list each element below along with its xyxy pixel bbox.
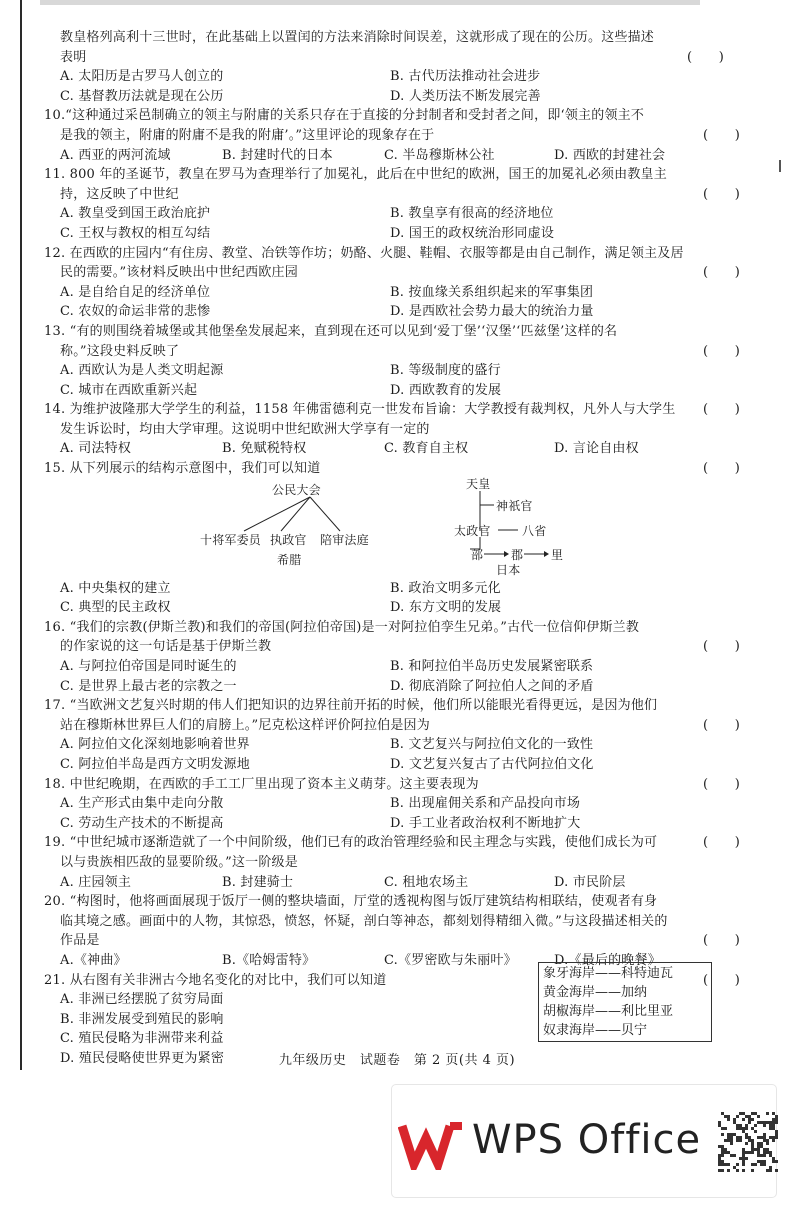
- answer-paren: ( ): [703, 717, 740, 733]
- option-b: B. 政治文明多元化: [390, 580, 501, 596]
- qr-module: [766, 1142, 769, 1145]
- qr-module: [733, 1166, 736, 1169]
- question-13: [44, 322, 740, 400]
- qr-module: [763, 1139, 766, 1142]
- question-16-text-2: 的作家说的这一句话是基于伊斯兰教: [60, 639, 272, 655]
- qr-module: [745, 1124, 748, 1127]
- question-list: [44, 28, 740, 1069]
- qr-module: [766, 1148, 769, 1151]
- option-d: D. 国王的政权统治形同虚设: [390, 225, 555, 241]
- qr-module: [754, 1130, 757, 1133]
- question-12-text-2: 民的需要。”该材料反映出中世纪西欧庄园: [60, 265, 298, 281]
- diagram-caption-greece: 希腊: [277, 552, 302, 567]
- option-a: A. 阿拉伯文化深刻地影响着世界: [60, 737, 250, 753]
- qr-module: [754, 1112, 757, 1115]
- qr-module: [721, 1154, 724, 1157]
- option-a: A.《神曲》: [60, 952, 127, 968]
- qr-module: [763, 1133, 766, 1136]
- question-16: [44, 618, 740, 696]
- qr-module: [745, 1136, 748, 1139]
- qr-module: [748, 1121, 751, 1124]
- qr-module: [769, 1121, 772, 1124]
- qr-module: [769, 1166, 772, 1169]
- options: [44, 657, 724, 696]
- qr-module: [763, 1136, 766, 1139]
- qr-module: [736, 1124, 739, 1127]
- option-b: B. 古代历法推动社会进步: [390, 69, 541, 85]
- qr-module: [775, 1121, 778, 1124]
- qr-module: [742, 1160, 745, 1163]
- question-20-text: 20. “构图时，他将画面展现于饭厅一侧的整块墙面，厅堂的透视构图与饭厅建筑结构相联结，使观者有身: [44, 894, 658, 910]
- qr-module: [742, 1154, 745, 1157]
- qr-module: [745, 1142, 748, 1145]
- qr-module: [772, 1121, 775, 1124]
- qr-module: [775, 1160, 778, 1163]
- question-19-text-2: 以与贵族相匹敌的显要阶级。”这一阶级是: [60, 854, 298, 870]
- qr-module: [724, 1139, 727, 1142]
- diagram-label-court: 陪审法庭: [320, 532, 369, 547]
- question-14-text: 14. 为维护波隆那大学学生的利益，1158 年佛雷德利克一世发布旨谕：大学教授有裁判权，凡外人与大学生: [44, 402, 676, 418]
- qr-module: [772, 1139, 775, 1142]
- question-12-text: 12. 在西欧的庄园内“有住房、教堂、冶铁等作坊；奶酪、火腿、鞋帽、衣服等都是由自己制作，满足领主及居: [44, 245, 684, 261]
- qr-module: [739, 1139, 742, 1142]
- qr-module: [751, 1142, 754, 1145]
- qr-module: [718, 1163, 721, 1166]
- options: [44, 794, 724, 833]
- qr-module: [730, 1154, 733, 1157]
- option-d: D. 殖民侵略使世界更为紧密: [60, 1050, 225, 1066]
- qr-module: [772, 1157, 775, 1160]
- option-a: A. 庄园领主: [60, 874, 132, 890]
- answer-paren: ( ): [703, 461, 740, 477]
- question-19: [44, 833, 740, 892]
- qr-module: [721, 1112, 724, 1115]
- qr-module: [724, 1148, 727, 1151]
- option-d: D. 彻底消除了阿拉伯人之间的矛盾: [390, 678, 594, 694]
- qr-module: [772, 1118, 775, 1121]
- option-c: C. 阿拉伯半岛是西方文明发源地: [60, 757, 250, 772]
- question-13-text: 13. “有的则围绕着城堡或其他堡垒发展起来，直到现在还可以见到‘爱丁堡’‘汉堡’‘匹兹堡’这样的名: [44, 323, 618, 339]
- options: [44, 735, 724, 774]
- answer-paren: ( ): [703, 639, 740, 655]
- options: [44, 146, 724, 166]
- qr-module: [736, 1127, 739, 1130]
- qr-module: [718, 1121, 721, 1124]
- option-b: B. 封建骑士: [222, 874, 294, 890]
- answer-paren: ( ): [703, 265, 740, 281]
- question-9: [60, 28, 724, 106]
- option-a: A. 是自给自足的经济单位: [60, 284, 211, 300]
- option-c: C. 城市在西欧重新兴起: [60, 382, 198, 398]
- qr-module: [751, 1151, 754, 1154]
- qr-module: [727, 1133, 730, 1136]
- diagram-label-jingikan: 神祇官: [496, 498, 533, 513]
- question-20-text-3: 作品是: [60, 933, 100, 949]
- place-name-box: [538, 962, 712, 1042]
- qr-module: [721, 1133, 724, 1136]
- answer-paren: ( ): [703, 186, 740, 202]
- qr-module: [745, 1151, 748, 1154]
- option-a: A. 教皇受到国王政治庇护: [60, 206, 211, 222]
- qr-module: [769, 1127, 772, 1130]
- qr-module: [745, 1115, 748, 1118]
- qr-module: [721, 1127, 724, 1130]
- option-d: D. 东方文明的发展: [390, 600, 502, 616]
- qr-module: [757, 1160, 760, 1163]
- qr-module: [757, 1136, 760, 1139]
- qr-module: [772, 1127, 775, 1130]
- qr-module: [718, 1145, 721, 1148]
- qr-module: [763, 1154, 766, 1157]
- answer-paren: ( ): [703, 835, 740, 851]
- qr-module: [757, 1121, 760, 1124]
- options: [60, 67, 724, 106]
- qr-module: [724, 1115, 727, 1118]
- option-c: C. 是世界上最古老的宗教之一: [60, 678, 237, 694]
- diagram-label-county: 郡: [511, 547, 524, 562]
- option-d: D. 西欧教育的发展: [390, 382, 502, 398]
- qr-module: [775, 1136, 778, 1139]
- question-10-text: 10.“这种通过采邑制确立的领主与附庸的关系只存在于直接的分封制者和受封者之间，即‘领主的领主不: [44, 108, 645, 124]
- wps-brand-text: WPS Office: [472, 1117, 702, 1163]
- question-11-text-2: 持，这反映了中世纪: [60, 186, 179, 202]
- option-b: B. 教皇享有很高的经济地位: [390, 206, 554, 222]
- qr-module: [721, 1148, 724, 1151]
- qr-module: [742, 1148, 745, 1151]
- diagram-label-province: 部: [471, 547, 484, 562]
- answer-paren: ( ): [703, 776, 740, 792]
- qr-module: [769, 1154, 772, 1157]
- question-15-text: 15. 从下列展示的结构示意图中，我们可以知道: [44, 461, 321, 477]
- qr-module: [721, 1160, 724, 1163]
- qr-module: [718, 1160, 721, 1163]
- qr-module: [742, 1127, 745, 1130]
- qr-module: [769, 1124, 772, 1127]
- qr-module: [757, 1154, 760, 1157]
- option-d: D. 是西欧社会势力最大的统治力量: [390, 304, 594, 320]
- option-b: B. 免赋税特权: [222, 441, 307, 457]
- diagram-label-dajokan: 太政官: [454, 523, 491, 538]
- diagram-label-eight-ministries: 八省: [522, 523, 547, 538]
- qr-module: [736, 1169, 739, 1172]
- diagram-caption-japan: 日本: [496, 562, 521, 577]
- qr-module: [727, 1115, 730, 1118]
- qr-module: [751, 1127, 754, 1130]
- option-d: D.《最后的晚餐》: [554, 952, 661, 968]
- diagram-label-archon: 执政官: [270, 532, 307, 547]
- qr-module: [769, 1151, 772, 1154]
- answer-paren: ( ): [703, 127, 740, 143]
- qr-module: [757, 1142, 760, 1145]
- qr-module: [775, 1133, 778, 1136]
- option-d: D. 市民阶层: [554, 874, 626, 890]
- question-17-text-2: 站在穆斯林世界巨人们的肩膀上。”尼克松这样评价阿拉伯是因为: [60, 717, 430, 733]
- qr-module: [748, 1136, 751, 1139]
- qr-module: [718, 1154, 721, 1157]
- qr-module: [727, 1169, 730, 1172]
- qr-module: [751, 1118, 754, 1121]
- qr-module: [754, 1124, 757, 1127]
- qr-module: [766, 1139, 769, 1142]
- option-a: A. 非洲已经摆脱了贫穷局面: [60, 992, 224, 1008]
- qr-module: [763, 1124, 766, 1127]
- qr-module: [739, 1124, 742, 1127]
- option-c: C. 教育自主权: [384, 441, 469, 457]
- option-a: A. 司法特权: [60, 441, 132, 457]
- diagram-label-emperor: 天皇: [466, 476, 491, 491]
- question-13-text-2: 称。”这段史料反映了: [60, 343, 180, 359]
- options: [44, 283, 724, 322]
- qr-module: [763, 1151, 766, 1154]
- option-d: D. 文艺复兴复古了古代阿拉伯文化: [390, 757, 594, 772]
- qr-module: [751, 1169, 754, 1172]
- qr-module: [748, 1139, 751, 1142]
- qr-module: [766, 1121, 769, 1124]
- qr-code-icon: [718, 1112, 778, 1172]
- qr-module: [763, 1148, 766, 1151]
- qr-module: [739, 1157, 742, 1160]
- question-10: [44, 106, 740, 165]
- qr-module: [760, 1121, 763, 1124]
- question-16-text: 16. “我们的宗教(伊斯兰教)和我们的帝国(阿拉伯帝国)是一对阿拉伯孪生兄弟。”古代一位信仰伊斯兰教: [44, 619, 640, 635]
- place-name-row: 黄金海岸——加纳: [543, 985, 648, 1000]
- qr-module: [745, 1127, 748, 1130]
- options: [44, 361, 724, 400]
- option-b: B. 非洲发展受到殖民的影响: [60, 1011, 224, 1027]
- qr-module: [775, 1130, 778, 1133]
- qr-module: [748, 1118, 751, 1121]
- qr-module: [772, 1124, 775, 1127]
- option-c: C. 典型的民主政权: [60, 600, 171, 616]
- question-14-text-2: 发生诉讼时，均由大学审理。这说明中世纪欧洲大学享有一定的: [60, 421, 430, 437]
- option-b: B. 按血缘关系组织起来的军事集团: [390, 284, 594, 300]
- option-d: D. 人类历法不断发展完善: [390, 88, 541, 104]
- diagram-label-assembly: 公民大会: [272, 482, 321, 497]
- options: [44, 873, 724, 893]
- option-c: C. 基督教历法就是现在公历: [60, 88, 224, 104]
- option-b: B. 等级制度的盛行: [390, 363, 501, 379]
- qr-module: [763, 1121, 766, 1124]
- answer-paren: ( ): [703, 402, 740, 418]
- qr-module: [772, 1136, 775, 1139]
- option-a: A. 西亚的两河流域: [60, 147, 171, 163]
- question-11: [44, 165, 740, 243]
- option-a: A. 与阿拉伯帝国是同时诞生的: [60, 659, 237, 675]
- answer-paren: ( ): [703, 933, 740, 949]
- qr-module: [724, 1163, 727, 1166]
- qr-module: [733, 1121, 736, 1124]
- qr-module: [772, 1160, 775, 1163]
- question-21-text: 21. 从右图有关非洲古今地名变化的对比中，我们可以知道: [44, 972, 387, 988]
- qr-module: [751, 1112, 754, 1115]
- option-d: D. 手工业者政治权利不断地扩大: [390, 815, 581, 831]
- right-margin-mark: [779, 160, 781, 172]
- qr-module: [730, 1139, 733, 1142]
- qr-module: [724, 1151, 727, 1154]
- qr-module: [730, 1133, 733, 1136]
- qr-module: [718, 1157, 721, 1160]
- qr-module: [754, 1163, 757, 1166]
- question-12: [44, 244, 740, 322]
- qr-module: [742, 1169, 745, 1172]
- qr-module: [763, 1160, 766, 1163]
- question-9-text: 教皇格列高利十三世时，在此基础上以置闰的方法来消除时间误差，这就形成了现在的公历。这些描述: [60, 30, 655, 45]
- qr-module: [775, 1118, 778, 1121]
- option-b: B.《哈姆雷特》: [222, 952, 316, 968]
- qr-module: [742, 1151, 745, 1154]
- qr-module: [760, 1160, 763, 1163]
- left-margin-line: [20, 0, 22, 1070]
- place-name-row: 奴隶海岸——贝宁: [543, 1023, 648, 1038]
- option-c: C. 半岛穆斯林公社: [384, 147, 495, 163]
- option-b: B. 文艺复兴与阿拉伯文化的一致性: [390, 737, 594, 753]
- option-a: A. 西欧认为是人类文明起源: [60, 363, 224, 379]
- question-10-text-2: 是我的领主，附庸的附庸不是我的附庸’。”这里评论的现象存在于: [60, 127, 435, 143]
- qr-module: [760, 1154, 763, 1157]
- option-c: C. 殖民侵略为非洲带来利益: [60, 1031, 224, 1047]
- qr-module: [760, 1163, 763, 1166]
- qr-module: [766, 1151, 769, 1154]
- answer-paren: ( ): [687, 49, 724, 65]
- qr-module: [766, 1112, 769, 1115]
- option-a: A. 生产形式由集中走向分散: [60, 796, 224, 812]
- option-c: C. 王权与教权的相互勾结: [60, 225, 211, 241]
- qr-module: [736, 1139, 739, 1142]
- qr-module: [730, 1142, 733, 1145]
- qr-module: [721, 1145, 724, 1148]
- qr-module: [739, 1127, 742, 1130]
- qr-module: [763, 1163, 766, 1166]
- question-14: [44, 400, 740, 459]
- option-c: C.《罗密欧与朱丽叶》: [384, 952, 517, 968]
- qr-module: [730, 1136, 733, 1139]
- question-9-text-2: 表明: [60, 49, 87, 65]
- qr-module: [751, 1163, 754, 1166]
- option-d: D. 言论自由权: [554, 441, 639, 457]
- qr-module: [760, 1136, 763, 1139]
- qr-module: [718, 1169, 721, 1172]
- option-b: B. 出现雇佣关系和产品投向市场: [390, 796, 581, 812]
- option-b: B. 和阿拉伯半岛历史发展紧密联系: [390, 659, 594, 675]
- qr-module: [742, 1112, 745, 1115]
- option-d: D. 西欧的封建社会: [554, 147, 666, 163]
- qr-module: [742, 1157, 745, 1160]
- qr-module: [727, 1163, 730, 1166]
- question-15: [44, 459, 740, 618]
- page-footer: 九年级历史 试题卷 第 2 页(共 4 页): [278, 1053, 516, 1068]
- question-17-text: 17. “当欧洲文艺复兴时期的伟人们把知识的边界往前开拓的时候，他们所以能眼光看得更远，是因为他们: [44, 698, 658, 714]
- qr-module: [751, 1139, 754, 1142]
- diagram-lines: [44, 479, 724, 579]
- options: [44, 579, 724, 618]
- options: [44, 204, 724, 243]
- question-17: [44, 696, 740, 774]
- question-20: [44, 892, 740, 970]
- question-11-text: 11. 800 年的圣诞节，教皇在罗马为查理举行了加冕礼，此后在中世纪的欧洲，国王的加冕礼必须由教皇主: [44, 167, 667, 183]
- question-19-text: 19. “中世纪城市逐渐造就了一个中间阶级，他们已有的政治管理经验和民主理念与实践，使他们成长为可: [44, 835, 658, 851]
- qr-module: [775, 1115, 778, 1118]
- option-c: C. 租地农场主: [384, 874, 469, 890]
- qr-module: [727, 1118, 730, 1121]
- qr-module: [733, 1133, 736, 1136]
- qr-module: [736, 1115, 739, 1118]
- option-a: A. 中央集权的建立: [60, 580, 171, 596]
- qr-module: [757, 1145, 760, 1148]
- qr-module: [727, 1139, 730, 1142]
- qr-module: [727, 1151, 730, 1154]
- qr-module: [727, 1136, 730, 1139]
- qr-module: [742, 1163, 745, 1166]
- diagram-label-village: 里: [551, 547, 564, 562]
- structure-diagram: [44, 476, 724, 579]
- qr-module: [748, 1115, 751, 1118]
- wps-logo-icon: [398, 1120, 466, 1170]
- qr-module: [718, 1124, 721, 1127]
- qr-module: [769, 1169, 772, 1172]
- qr-module: [757, 1151, 760, 1154]
- option-c: C. 农奴的命运非常的悲惨: [60, 304, 211, 320]
- question-18: [44, 775, 740, 834]
- qr-module: [754, 1148, 757, 1151]
- qr-module: [721, 1151, 724, 1154]
- options: [44, 439, 724, 459]
- diagram-label-generals: 十将军委员: [200, 532, 262, 547]
- option-a: A. 太阳历是古罗马人创立的: [60, 69, 224, 85]
- question-20-text-2: 临其境之感。画面中的人物，其惊恐，愤怒，怀疑，剖白等神态，都刻划得精细入微。”与这段描述相关的: [60, 913, 668, 929]
- qr-module: [742, 1130, 745, 1133]
- qr-module: [736, 1163, 739, 1166]
- option-c: C. 劳动生产技术的不断提高: [60, 815, 224, 831]
- qr-module: [733, 1154, 736, 1157]
- qr-module: [736, 1136, 739, 1139]
- qr-module: [772, 1112, 775, 1115]
- answer-paren: ( ): [703, 972, 740, 988]
- qr-module: [757, 1148, 760, 1151]
- qr-module: [733, 1118, 736, 1121]
- qr-module: [760, 1145, 763, 1148]
- scan-shadow: [40, 0, 700, 5]
- qr-module: [751, 1148, 754, 1151]
- qr-module: [742, 1118, 745, 1121]
- qr-module: [739, 1112, 742, 1115]
- qr-module: [739, 1136, 742, 1139]
- qr-module: [766, 1169, 769, 1172]
- qr-module: [751, 1145, 754, 1148]
- qr-module: [769, 1136, 772, 1139]
- qr-module: [724, 1127, 727, 1130]
- qr-module: [745, 1133, 748, 1136]
- qr-module: [760, 1142, 763, 1145]
- qr-module: [721, 1163, 724, 1166]
- answer-paren: ( ): [703, 343, 740, 359]
- option-b: B. 封建时代的日本: [222, 147, 333, 163]
- qr-module: [721, 1169, 724, 1172]
- qr-module: [775, 1169, 778, 1172]
- place-name-row: 象牙海岸——科特迪瓦: [543, 966, 674, 981]
- question-18-text: 18. 中世纪晚期，在西欧的手工工厂里出现了资本主义萌芽。这主要表现为: [44, 776, 479, 792]
- place-name-row: 胡椒海岸——利比里亚: [543, 1004, 674, 1019]
- qr-module: [757, 1115, 760, 1118]
- qr-module: [745, 1157, 748, 1160]
- qr-module: [748, 1151, 751, 1154]
